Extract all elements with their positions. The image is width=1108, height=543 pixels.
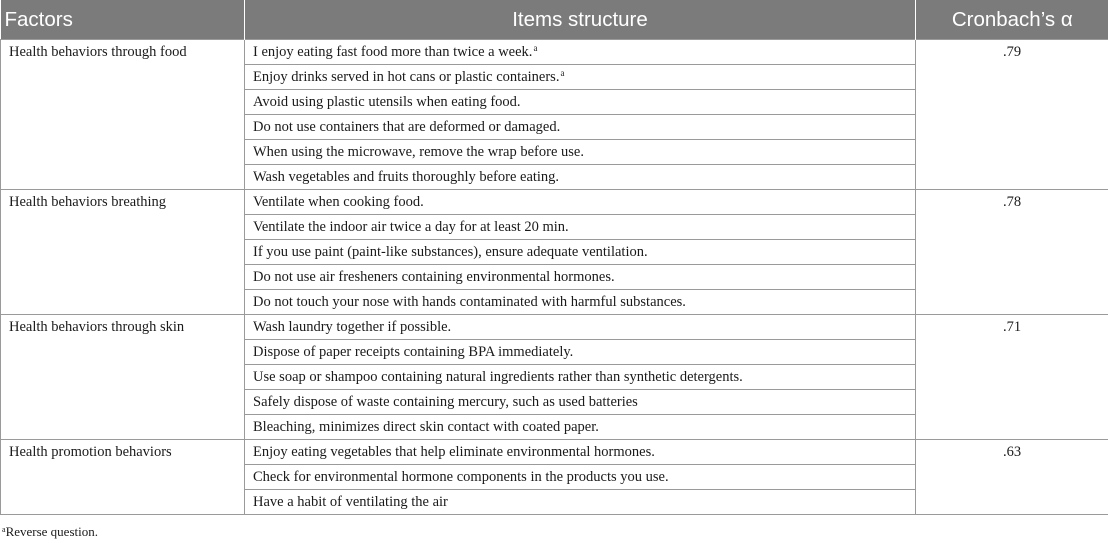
item-cell (245, 265, 916, 290)
factor-cell: Health promotion behaviors (1, 440, 245, 515)
footnote-text: Reverse question. (5, 524, 98, 539)
alpha-cell: .79 (916, 40, 1108, 190)
footnote (2, 524, 98, 540)
item-cell (245, 165, 916, 190)
item-text: Do not use containers that are deformed or damaged. (253, 119, 561, 135)
item-cell (245, 415, 916, 440)
item-cell (245, 240, 916, 265)
item-text: Wash laundry together if possible. (253, 319, 452, 335)
item-cell (245, 390, 916, 415)
item-text: Wash vegetables and fruits thoroughly before eating. (253, 169, 560, 185)
alpha-cell: .71 (916, 315, 1108, 440)
header-row (1, 0, 1108, 40)
alpha-cell: .78 (916, 190, 1108, 315)
table-body (1, 40, 1108, 515)
item-text: Safely dispose of waste containing mercury, such as used batteries (253, 394, 638, 410)
item-cell (245, 365, 916, 390)
item-cell (245, 465, 916, 490)
item-text: Ventilate when cooking food. (253, 194, 424, 210)
item-text: Do not use air fresheners containing environmental hormones. (253, 269, 615, 285)
item-text: Do not touch your nose with hands contaminated with harmful substances. (253, 294, 686, 310)
header-factors: Factors (1, 0, 245, 40)
item-cell (245, 115, 916, 140)
item-text: Dispose of paper receipts containing BPA immediately. (253, 344, 574, 360)
factor-cell: Health behaviors through food (1, 40, 245, 190)
table-row (1, 40, 1108, 65)
footnote-marker: a (2, 525, 6, 534)
item-cell (245, 90, 916, 115)
factor-cell: Health behaviors through skin (1, 315, 245, 440)
item-text: Check for environmental hormone components in the products you use. (253, 469, 669, 485)
item-text: Enjoy eating vegetables that help eliminate environmental hormones. (253, 444, 655, 460)
header-items-structure: Items structure (245, 0, 916, 40)
item-cell (245, 140, 916, 165)
item-cell (245, 190, 916, 215)
alpha-cell: .63 (916, 440, 1108, 515)
item-cell (245, 490, 916, 515)
table-row (1, 315, 1108, 340)
item-cell (245, 290, 916, 315)
item-text: Use soap or shampoo containing natural ingredients rather than synthetic detergents. (253, 369, 743, 385)
reverse-question-marker: a (560, 68, 565, 78)
item-cell (245, 215, 916, 240)
item-cell (245, 315, 916, 340)
item-text: When using the microwave, remove the wrap before use. (253, 144, 584, 160)
item-text: Bleaching, minimizes direct skin contact with coated paper. (253, 419, 599, 435)
item-text: If you use paint (paint-like substances), ensure adequate ventilation. (253, 244, 648, 260)
item-text: Enjoy drinks served in hot cans or plastic containers. (253, 69, 560, 85)
item-cell (245, 340, 916, 365)
item-text: Ventilate the indoor air twice a day for at least 20 min. (253, 219, 569, 235)
item-text: Have a habit of ventilating the air (253, 494, 448, 510)
header-cronbach-alpha: Cronbach’s α (916, 0, 1108, 40)
item-text: Avoid using plastic utensils when eating food. (253, 94, 521, 110)
table-row (1, 190, 1108, 215)
item-cell (245, 440, 916, 465)
table-row (1, 440, 1108, 465)
factor-cell: Health behaviors breathing (1, 190, 245, 315)
item-cell (245, 65, 916, 90)
item-cell (245, 40, 916, 65)
table-header (1, 0, 1108, 40)
item-text: I enjoy eating fast food more than twice a week. (253, 44, 533, 60)
reverse-question-marker: a (533, 43, 538, 53)
